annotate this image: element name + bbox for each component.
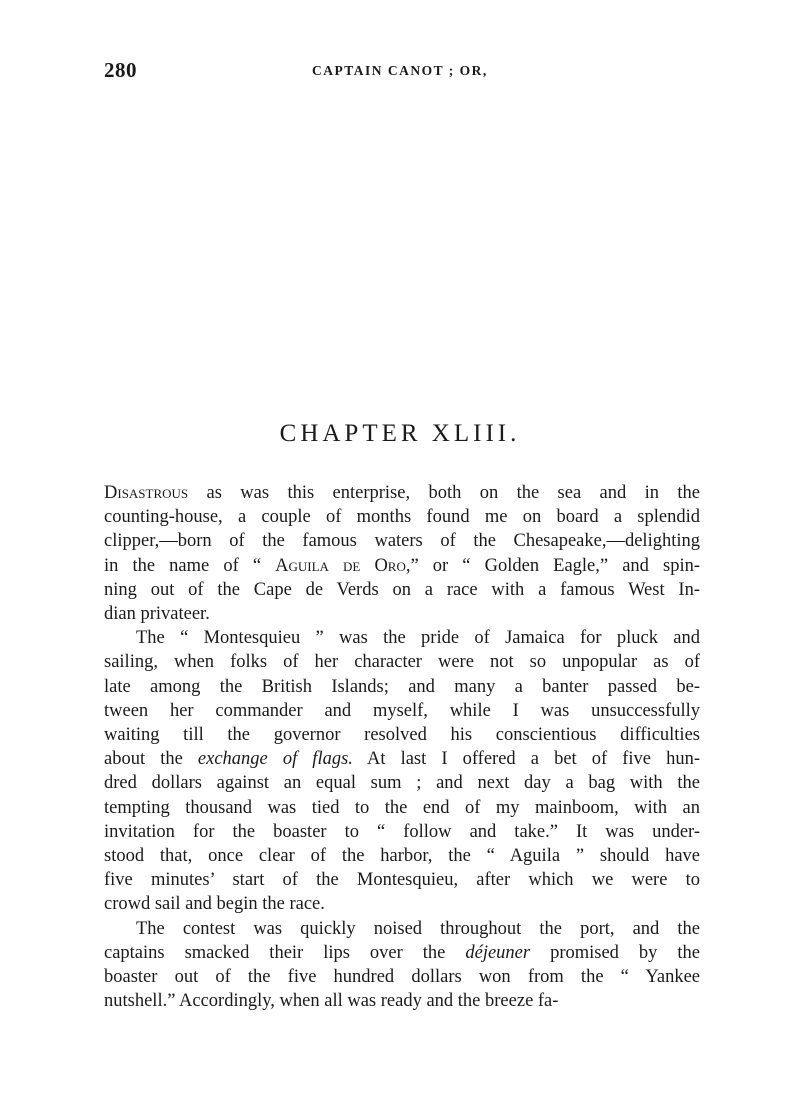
text-line bbox=[104, 771, 700, 795]
text-run: five minutes’ start of the Montesquieu, after which we were to bbox=[104, 870, 700, 891]
text-run: The “ Montesquieu ” was the pride of Jamaica for pluck and bbox=[136, 628, 700, 649]
text-line bbox=[104, 602, 700, 626]
text-run: ning out of the Cape de Verds on a race with a famous West In- bbox=[104, 579, 700, 600]
text-line bbox=[104, 965, 700, 989]
text-line bbox=[104, 868, 700, 892]
text-line bbox=[104, 723, 700, 747]
text-line bbox=[104, 796, 700, 820]
italic-text: déjeuner bbox=[465, 942, 531, 963]
text-run: promised by the bbox=[530, 942, 700, 963]
text-run: ,” or “ Golden Eagle,” and spin- bbox=[405, 555, 700, 576]
chapter-body bbox=[104, 481, 700, 1013]
paragraph bbox=[104, 626, 700, 916]
text-run: The contest was quickly noised throughout the port, and the bbox=[136, 918, 700, 939]
text-line bbox=[104, 941, 700, 965]
text-line bbox=[104, 989, 700, 1013]
text-line bbox=[104, 820, 700, 844]
text-line bbox=[104, 505, 700, 529]
running-title: CAPTAIN CANOT ; OR, bbox=[312, 63, 488, 78]
text-run: boaster out of the five hundred dollars won from the “ Yankee bbox=[104, 967, 700, 988]
text-run: as was this enterprise, both on the sea and in the bbox=[188, 483, 700, 503]
text-run: stood that, once clear of the harbor, the “ Aguila ” should have bbox=[104, 846, 700, 867]
text-run: captains smacked their lips over the bbox=[104, 942, 466, 963]
text-line bbox=[104, 481, 700, 505]
text-run: about the bbox=[104, 749, 198, 770]
text-run: late among the British Islands; and many a banter passed be- bbox=[104, 676, 700, 697]
text-run: sailing, when folks of her character were not so unpopular as of bbox=[104, 652, 700, 673]
page-number: 280 bbox=[104, 58, 137, 82]
text-line bbox=[104, 554, 700, 578]
text-line bbox=[104, 675, 700, 699]
text-line bbox=[104, 529, 700, 553]
text-run: tween her commander and myself, while I was unsuccessfully bbox=[104, 700, 700, 721]
text-line bbox=[104, 578, 700, 602]
running-head bbox=[104, 58, 700, 82]
chapter-heading: CHAPTER XLIII. bbox=[279, 420, 521, 447]
text-run: counting-house, a couple of months found me on board a splendid bbox=[104, 507, 700, 528]
text-line bbox=[104, 917, 700, 941]
text-run: dian privateer. bbox=[104, 604, 210, 625]
text-run: in the name of “ bbox=[104, 555, 276, 576]
text-run: tempting thousand was tied to the end of my mainboom, with an bbox=[104, 797, 700, 818]
text-run: At last I offered a bet of five hun- bbox=[352, 749, 701, 770]
text-line bbox=[104, 747, 700, 771]
text-run: invitation for the boaster to “ follow and take.” It was under- bbox=[104, 821, 700, 842]
small-caps-text: Disastrous bbox=[104, 483, 189, 503]
paragraph bbox=[104, 917, 700, 1014]
text-line bbox=[104, 699, 700, 723]
italic-text: exchange of flags. bbox=[197, 749, 353, 770]
paragraph bbox=[104, 481, 700, 626]
text-run: crowd sail and begin the race. bbox=[104, 894, 325, 915]
text-line bbox=[104, 844, 700, 868]
text-line bbox=[104, 626, 700, 650]
text-run: clipper,—born of the famous waters of the Chesapeake,—delighting bbox=[104, 531, 700, 552]
text-line bbox=[104, 892, 700, 916]
text-run: dred dollars against an equal sum ; and next day a bag with the bbox=[104, 773, 700, 794]
small-caps-text: Aguila de Oro bbox=[275, 555, 406, 576]
text-run: nutshell.” Accordingly, when all was ready and the breeze fa- bbox=[104, 991, 559, 1012]
text-line bbox=[104, 650, 700, 674]
text-run: waiting till the governor resolved his conscientious difficulties bbox=[104, 725, 700, 746]
